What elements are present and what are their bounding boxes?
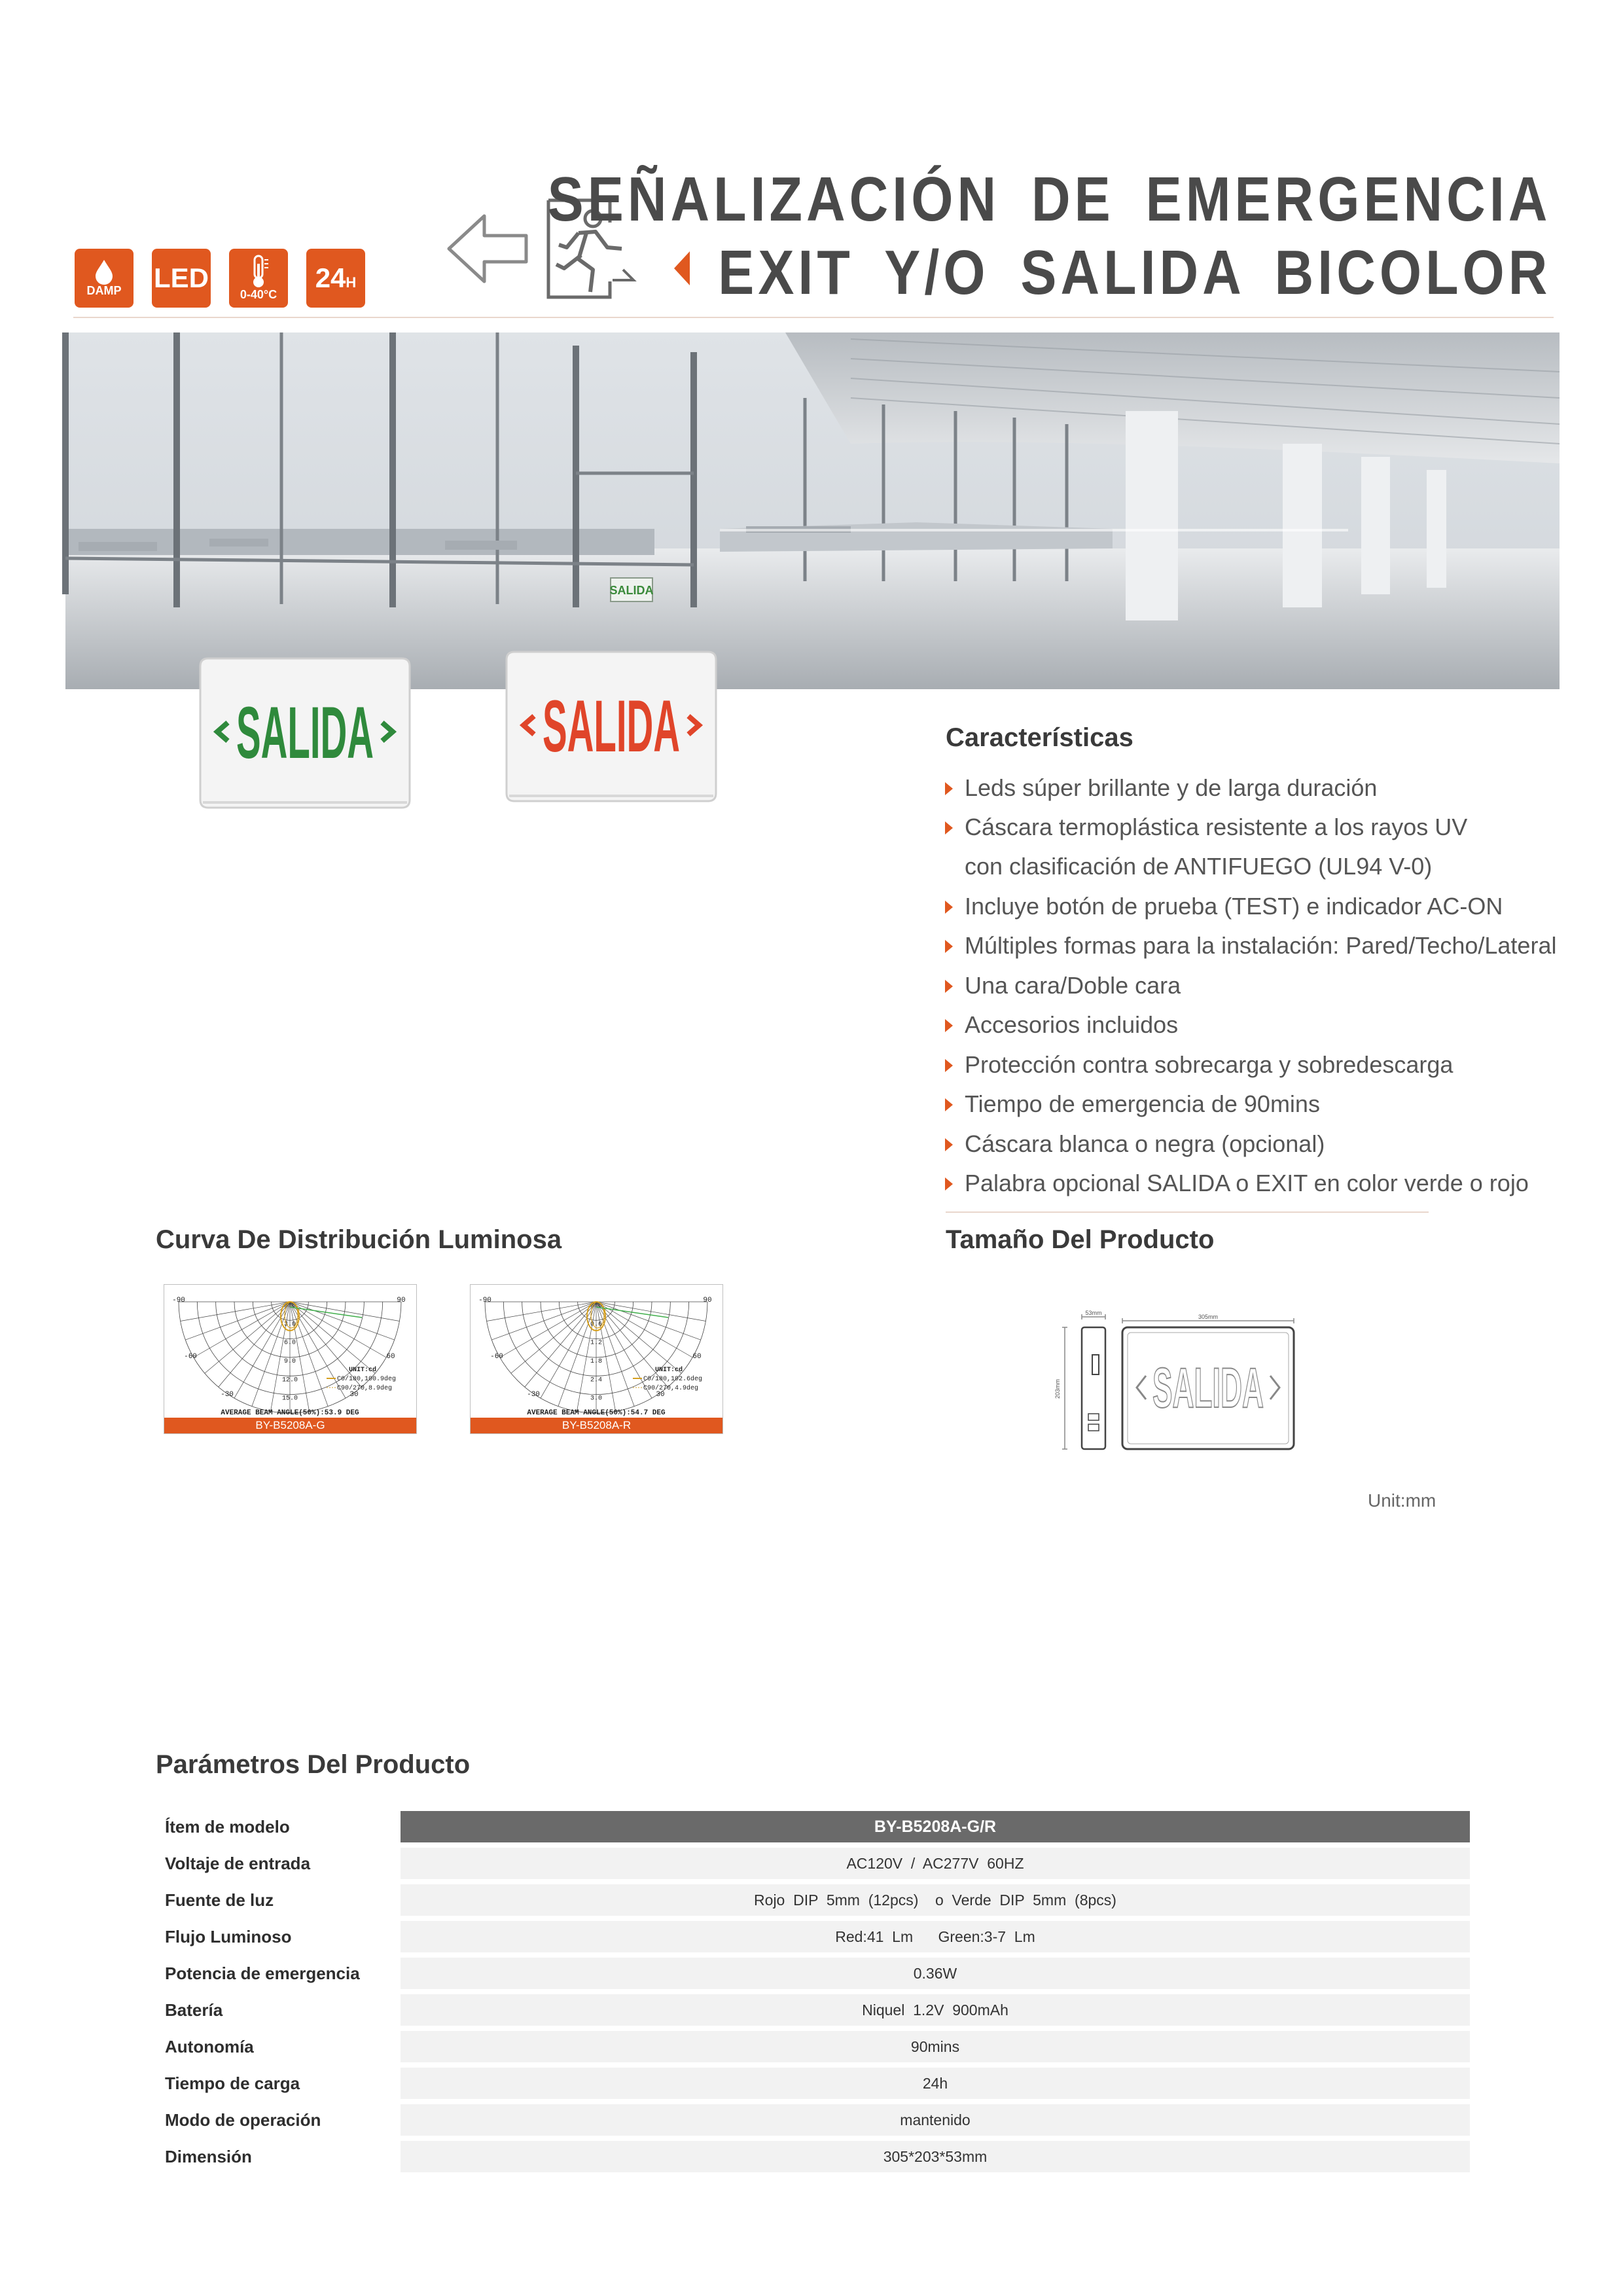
param-row bbox=[161, 2138, 1470, 2175]
dim-width: 305mm bbox=[1198, 1314, 1219, 1320]
param-value: Red:41 Lm Green:3-7 Lm bbox=[401, 1921, 1470, 1952]
badge-24h-number: 24 bbox=[315, 262, 346, 293]
param-value: 90mins bbox=[401, 2031, 1470, 2062]
feature-text: Una cara/Doble cara bbox=[965, 972, 1181, 999]
polar-ring-label: 6.0 bbox=[283, 1339, 296, 1347]
param-value: Niquel 1.2V 900mAh bbox=[401, 1994, 1470, 2026]
param-row bbox=[161, 2028, 1470, 2065]
feature-text: Cáscara termoplástica resistente a los rayos UV bbox=[965, 814, 1468, 840]
polar-beam-angle: AVERAGE BEAM ANGLE(50%):53.9 DEG bbox=[221, 1409, 359, 1417]
polar-ring-label: 3.0 bbox=[283, 1321, 296, 1329]
features-divider bbox=[946, 1211, 1429, 1213]
feature-item bbox=[965, 1170, 1529, 1197]
bullet-arrow-icon bbox=[945, 940, 953, 953]
param-row bbox=[161, 1918, 1470, 1955]
param-label: Flujo Luminoso bbox=[165, 1927, 292, 1946]
polar-ring-label: 0.0 bbox=[590, 1302, 603, 1310]
param-value: AC120V / AC277V 60HZ bbox=[401, 1848, 1470, 1879]
polar-angle-label: 30 bbox=[349, 1391, 359, 1399]
hero-salida-sign-text: SALIDA bbox=[609, 584, 654, 597]
polar-angle-label: -90 bbox=[478, 1297, 491, 1304]
badge-led-label: LED bbox=[154, 262, 209, 293]
polar-plot-green bbox=[164, 1284, 417, 1434]
polar-beam-angle: AVERAGE BEAM ANGLE(50%):54.7 DEG bbox=[527, 1409, 666, 1417]
param-value: mantenido bbox=[401, 2104, 1470, 2136]
bullet-arrow-icon bbox=[945, 1138, 953, 1151]
feature-item bbox=[965, 814, 1467, 841]
feature-text: Tiempo de emergencia de 90mins bbox=[965, 1090, 1320, 1117]
feature-item bbox=[965, 774, 1377, 802]
bullet-arrow-icon bbox=[945, 1019, 953, 1032]
param-label: Fuente de luz bbox=[165, 1890, 274, 1910]
size-sign-text: SALIDA bbox=[1152, 1357, 1264, 1420]
polar-ring-label: 1.8 bbox=[590, 1358, 603, 1365]
param-model-header: BY-B5208A-G/R bbox=[401, 1811, 1470, 1842]
feature-text: Incluye botón de prueba (TEST) e indicador AC-ON bbox=[965, 893, 1503, 920]
polar-plot-red bbox=[470, 1284, 723, 1434]
polar-ring-label: 2.4 bbox=[590, 1376, 603, 1384]
polar-angle-label: 60 bbox=[386, 1353, 395, 1361]
param-label: Dimensión bbox=[165, 2147, 252, 2166]
polar-legend-c0: C0/180,100.9deg bbox=[337, 1376, 397, 1383]
param-label: Autonomía bbox=[165, 2037, 254, 2056]
polar-angle-label: 90 bbox=[397, 1297, 406, 1304]
polar-angle-label: 90 bbox=[703, 1297, 712, 1304]
param-value: 0.36W bbox=[401, 1958, 1470, 1989]
bullet-arrow-icon bbox=[945, 1059, 953, 1072]
param-label: Batería bbox=[165, 2000, 223, 2020]
green-salida-sign bbox=[194, 655, 416, 818]
thermometer-icon bbox=[245, 255, 272, 289]
feature-text: Cáscara blanca o negra (opcional) bbox=[965, 1130, 1325, 1157]
feature-text: Palabra opcional SALIDA o EXIT en color verde o rojo bbox=[965, 1170, 1529, 1196]
dim-height: 203mm bbox=[1054, 1378, 1061, 1399]
red-sign-text: SALIDA bbox=[543, 685, 680, 767]
title-line-2: EXIT Y/O SALIDA BICOLOR bbox=[717, 238, 1551, 308]
water-drop-icon bbox=[93, 259, 115, 285]
dim-depth: 53mm bbox=[1085, 1310, 1102, 1316]
param-label: Modo de operación bbox=[165, 2110, 321, 2130]
bullet-arrow-icon bbox=[945, 980, 953, 993]
param-row bbox=[161, 1808, 1470, 1845]
distribution-title: Curva De Distribución Luminosa bbox=[156, 1225, 562, 1254]
title-line-1: SEÑALIZACIÓN DE EMERGENCIA bbox=[547, 164, 1551, 234]
bullet-arrow-icon bbox=[945, 1177, 953, 1191]
feature-text: Protección contra sobrecarga y sobredescarga bbox=[965, 1051, 1454, 1078]
feature-item bbox=[965, 1011, 1178, 1039]
polar-legend-c90: C90/270,8.9deg bbox=[337, 1385, 393, 1392]
polar-ring-label: 3.0 bbox=[590, 1395, 603, 1403]
param-row bbox=[161, 1992, 1470, 2028]
polar-ring-label: 0.6 bbox=[590, 1321, 603, 1329]
param-row bbox=[161, 1882, 1470, 1918]
feature-text: Múltiples formas para la instalación: Pared/Techo/Lateral bbox=[965, 932, 1557, 959]
feature-item bbox=[965, 1051, 1453, 1079]
size-unit-note: Unit:mm bbox=[1368, 1490, 1436, 1511]
params-title: Parámetros Del Producto bbox=[156, 1750, 471, 1779]
header-divider bbox=[73, 317, 1554, 318]
polar-legend-c0: C0/180,102.6deg bbox=[643, 1376, 703, 1383]
polar-beam-line bbox=[290, 1307, 362, 1318]
bullet-arrow-icon bbox=[945, 1098, 953, 1111]
badge-damp bbox=[75, 249, 134, 308]
badge-led bbox=[152, 249, 211, 308]
orange-triangle-icon bbox=[670, 249, 696, 288]
param-label: Potencia de emergencia bbox=[165, 1964, 360, 1983]
polar-angle-label: -30 bbox=[527, 1391, 540, 1399]
feature-text: Leds súper brillante y de larga duración bbox=[965, 774, 1378, 801]
polar-ring-label: 1.2 bbox=[590, 1339, 603, 1347]
polar-beam-line bbox=[596, 1307, 668, 1318]
param-value: 305*203*53mm bbox=[401, 2141, 1470, 2172]
param-row bbox=[161, 1955, 1470, 1992]
polar-plot-red-label: BY-B5208A-R bbox=[471, 1418, 722, 1433]
bullet-arrow-icon bbox=[945, 901, 953, 914]
hero-image bbox=[65, 332, 1560, 689]
feature-item bbox=[965, 1130, 1325, 1158]
feature-text: Accesorios incluidos bbox=[965, 1011, 1179, 1038]
polar-angle-label: 30 bbox=[656, 1391, 665, 1399]
polar-angle-label: 60 bbox=[692, 1353, 702, 1361]
badge-damp-label: DAMP bbox=[86, 284, 122, 298]
feature-item bbox=[965, 972, 1181, 999]
polar-ring-label: 9.0 bbox=[283, 1358, 296, 1365]
param-value: 24h bbox=[401, 2068, 1470, 2099]
red-salida-sign bbox=[500, 648, 722, 812]
param-row bbox=[161, 2065, 1470, 2102]
left-arrow-icon bbox=[445, 209, 530, 288]
bullet-arrow-icon bbox=[945, 821, 953, 834]
param-label: Ítem de modelo bbox=[165, 1817, 290, 1837]
feature-item bbox=[965, 853, 1432, 880]
polar-unit: UNIT:cd bbox=[655, 1367, 683, 1374]
polar-legend-c90: C90/270,4.9deg bbox=[643, 1385, 699, 1392]
polar-angle-label: -30 bbox=[221, 1391, 234, 1399]
param-label: Voltaje de entrada bbox=[165, 1854, 311, 1873]
bullet-arrow-icon bbox=[945, 782, 953, 795]
feature-item bbox=[965, 893, 1503, 920]
badge-24h bbox=[306, 249, 365, 308]
feature-text: con clasificación de ANTIFUEGO (UL94 V-0) bbox=[965, 853, 1433, 880]
param-value: Rojo DIP 5mm (12pcs) o Verde DIP 5mm (8pcs) bbox=[401, 1884, 1470, 1916]
features-title: Características bbox=[946, 723, 1133, 752]
polar-ring-label: 12.0 bbox=[281, 1376, 298, 1384]
polar-ring-label: 0.0 bbox=[283, 1302, 296, 1310]
polar-unit: UNIT:cd bbox=[349, 1367, 377, 1374]
size-drawing bbox=[1050, 1309, 1299, 1460]
badge-temperature-label: 0-40°C bbox=[240, 288, 277, 302]
param-row bbox=[161, 1845, 1470, 1882]
badge-temperature bbox=[229, 249, 288, 308]
feature-item bbox=[965, 1090, 1320, 1118]
polar-angle-label: -60 bbox=[490, 1353, 503, 1361]
feature-item bbox=[965, 932, 1556, 960]
polar-ring-label: 15.0 bbox=[281, 1395, 298, 1403]
param-label: Tiempo de carga bbox=[165, 2073, 300, 2093]
param-row bbox=[161, 2102, 1470, 2138]
polar-angle-label: -60 bbox=[184, 1353, 197, 1361]
green-sign-text: SALIDA bbox=[236, 692, 374, 774]
polar-plot-green-label: BY-B5208A-G bbox=[164, 1418, 416, 1433]
polar-angle-label: -90 bbox=[172, 1297, 185, 1304]
badge-24h-unit: H bbox=[346, 274, 357, 291]
size-title: Tamaño Del Producto bbox=[946, 1225, 1215, 1254]
